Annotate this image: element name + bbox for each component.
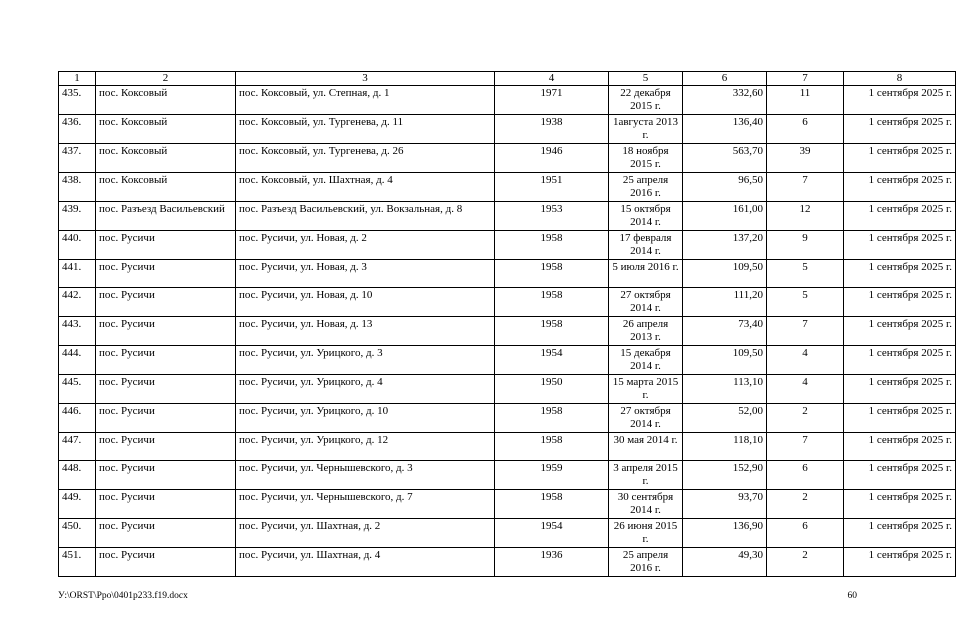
- cell-settlement: пос. Русичи: [96, 461, 236, 490]
- cell-survey-date: 25 апреля 2016 г.: [609, 548, 683, 577]
- cell-area: 49,30: [683, 548, 767, 577]
- cell-year: 1958: [495, 490, 609, 519]
- cell-address: пос. Русичи, ул. Новая, д. 2: [236, 231, 495, 260]
- cell-deadline: 1 сентября 2025 г.: [844, 86, 956, 115]
- table-row: [59, 461, 956, 490]
- cell-row-number: 449.: [59, 490, 96, 519]
- cell-count: 39: [767, 144, 844, 173]
- cell-area: 118,10: [683, 433, 767, 461]
- table-row: [59, 144, 956, 173]
- cell-count: 7: [767, 433, 844, 461]
- header-cell-8: 8: [844, 72, 956, 86]
- cell-row-number: 438.: [59, 173, 96, 202]
- cell-area: 109,50: [683, 346, 767, 375]
- cell-row-number: 442.: [59, 288, 96, 317]
- header-cell-5: 5: [609, 72, 683, 86]
- header-cell-3: 3: [236, 72, 495, 86]
- cell-settlement: пос. Разъезд Васильевский: [96, 202, 236, 231]
- cell-address: пос. Русичи, ул. Шахтная, д. 4: [236, 548, 495, 577]
- header-cell-6: 6: [683, 72, 767, 86]
- table-row: [59, 490, 956, 519]
- cell-year: 1950: [495, 375, 609, 404]
- cell-address: пос. Русичи, ул. Новая, д. 3: [236, 260, 495, 288]
- table-row: [59, 375, 956, 404]
- cell-address: пос. Русичи, ул. Урицкого, д. 4: [236, 375, 495, 404]
- data-table: [58, 71, 956, 577]
- table-row: [59, 231, 956, 260]
- table-row: [59, 548, 956, 577]
- cell-count: 6: [767, 115, 844, 144]
- cell-year: 1936: [495, 548, 609, 577]
- cell-row-number: 450.: [59, 519, 96, 548]
- cell-year: 1958: [495, 317, 609, 346]
- cell-settlement: пос. Русичи: [96, 404, 236, 433]
- table-row: [59, 404, 956, 433]
- cell-year: 1958: [495, 231, 609, 260]
- cell-area: 332,60: [683, 86, 767, 115]
- cell-count: 5: [767, 288, 844, 317]
- cell-year: 1958: [495, 433, 609, 461]
- cell-address: пос. Русичи, ул. Новая, д. 13: [236, 317, 495, 346]
- cell-row-number: 448.: [59, 461, 96, 490]
- cell-deadline: 1 сентября 2025 г.: [844, 519, 956, 548]
- cell-area: 136,40: [683, 115, 767, 144]
- cell-area: 96,50: [683, 173, 767, 202]
- cell-count: 2: [767, 404, 844, 433]
- cell-area: 161,00: [683, 202, 767, 231]
- table-row: [59, 202, 956, 231]
- cell-count: 2: [767, 490, 844, 519]
- table-row: [59, 260, 956, 288]
- cell-row-number: 441.: [59, 260, 96, 288]
- cell-survey-date: 3 апреля 2015 г.: [609, 461, 683, 490]
- cell-row-number: 446.: [59, 404, 96, 433]
- cell-address: пос. Русичи, ул. Новая, д. 10: [236, 288, 495, 317]
- cell-deadline: 1 сентября 2025 г.: [844, 461, 956, 490]
- cell-address: пос. Русичи, ул. Урицкого, д. 3: [236, 346, 495, 375]
- cell-deadline: 1 сентября 2025 г.: [844, 144, 956, 173]
- cell-area: 136,90: [683, 519, 767, 548]
- cell-area: 73,40: [683, 317, 767, 346]
- header-row: [59, 72, 956, 86]
- cell-deadline: 1 сентября 2025 г.: [844, 317, 956, 346]
- header-cell-1: 1: [59, 72, 96, 86]
- cell-settlement: пос. Русичи: [96, 519, 236, 548]
- cell-deadline: 1 сентября 2025 г.: [844, 115, 956, 144]
- cell-row-number: 440.: [59, 231, 96, 260]
- cell-deadline: 1 сентября 2025 г.: [844, 375, 956, 404]
- cell-settlement: пос. Русичи: [96, 231, 236, 260]
- cell-address: пос. Коксовый, ул. Степная, д. 1: [236, 86, 495, 115]
- cell-settlement: пос. Коксовый: [96, 86, 236, 115]
- cell-area: 93,70: [683, 490, 767, 519]
- cell-settlement: пос. Коксовый: [96, 173, 236, 202]
- cell-deadline: 1 сентября 2025 г.: [844, 231, 956, 260]
- cell-count: 6: [767, 461, 844, 490]
- cell-area: 52,00: [683, 404, 767, 433]
- cell-year: 1958: [495, 260, 609, 288]
- cell-settlement: пос. Русичи: [96, 548, 236, 577]
- cell-survey-date: 30 мая 2014 г.: [609, 433, 683, 461]
- table-row: [59, 346, 956, 375]
- cell-year: 1959: [495, 461, 609, 490]
- cell-year: 1946: [495, 144, 609, 173]
- cell-survey-date: 1августа 2013 г.: [609, 115, 683, 144]
- cell-survey-date: 5 июля 2016 г.: [609, 260, 683, 288]
- cell-settlement: пос. Русичи: [96, 260, 236, 288]
- table-row: [59, 519, 956, 548]
- cell-survey-date: 22 декабря 2015 г.: [609, 86, 683, 115]
- table-row: [59, 317, 956, 346]
- table-row: [59, 433, 956, 461]
- cell-survey-date: 18 ноября 2015 г.: [609, 144, 683, 173]
- cell-survey-date: 27 октября 2014 г.: [609, 288, 683, 317]
- cell-address: пос. Русичи, ул. Шахтная, д. 2: [236, 519, 495, 548]
- footer-page-number: 60: [847, 591, 857, 601]
- header-cell-4: 4: [495, 72, 609, 86]
- cell-row-number: 437.: [59, 144, 96, 173]
- cell-count: 6: [767, 519, 844, 548]
- cell-deadline: 1 сентября 2025 г.: [844, 490, 956, 519]
- cell-year: 1953: [495, 202, 609, 231]
- cell-address: пос. Коксовый, ул. Шахтная, д. 4: [236, 173, 495, 202]
- cell-count: 2: [767, 548, 844, 577]
- cell-area: 109,50: [683, 260, 767, 288]
- cell-year: 1958: [495, 288, 609, 317]
- cell-year: 1971: [495, 86, 609, 115]
- cell-survey-date: 26 июня 2015 г.: [609, 519, 683, 548]
- cell-deadline: 1 сентября 2025 г.: [844, 404, 956, 433]
- cell-area: 137,20: [683, 231, 767, 260]
- cell-count: 5: [767, 260, 844, 288]
- cell-survey-date: 26 апреля 2013 г.: [609, 317, 683, 346]
- cell-settlement: пос. Русичи: [96, 346, 236, 375]
- cell-address: пос. Разъезд Васильевский, ул. Вокзальная, д. 8: [236, 202, 495, 231]
- cell-count: 4: [767, 375, 844, 404]
- cell-address: пос. Коксовый, ул. Тургенева, д. 11: [236, 115, 495, 144]
- cell-survey-date: 25 апреля 2016 г.: [609, 173, 683, 202]
- cell-settlement: пос. Русичи: [96, 288, 236, 317]
- cell-year: 1951: [495, 173, 609, 202]
- cell-area: 563,70: [683, 144, 767, 173]
- table-row: [59, 173, 956, 202]
- cell-count: 11: [767, 86, 844, 115]
- header-cell-2: 2: [96, 72, 236, 86]
- cell-settlement: пос. Коксовый: [96, 115, 236, 144]
- cell-settlement: пос. Коксовый: [96, 144, 236, 173]
- cell-settlement: пос. Русичи: [96, 375, 236, 404]
- cell-address: пос. Коксовый, ул. Тургенева, д. 26: [236, 144, 495, 173]
- cell-row-number: 451.: [59, 548, 96, 577]
- cell-survey-date: 17 февраля 2014 г.: [609, 231, 683, 260]
- table-row: [59, 288, 956, 317]
- cell-row-number: 439.: [59, 202, 96, 231]
- cell-survey-date: 15 марта 2015 г.: [609, 375, 683, 404]
- cell-address: пос. Русичи, ул. Урицкого, д. 10: [236, 404, 495, 433]
- cell-row-number: 443.: [59, 317, 96, 346]
- cell-area: 113,10: [683, 375, 767, 404]
- header-cell-7: 7: [767, 72, 844, 86]
- cell-settlement: пос. Русичи: [96, 490, 236, 519]
- cell-address: пос. Русичи, ул. Урицкого, д. 12: [236, 433, 495, 461]
- cell-row-number: 447.: [59, 433, 96, 461]
- cell-year: 1938: [495, 115, 609, 144]
- cell-year: 1954: [495, 346, 609, 375]
- cell-deadline: 1 сентября 2025 г.: [844, 288, 956, 317]
- cell-survey-date: 15 декабря 2014 г.: [609, 346, 683, 375]
- cell-address: пос. Русичи, ул. Чернышевского, д. 7: [236, 490, 495, 519]
- cell-deadline: 1 сентября 2025 г.: [844, 173, 956, 202]
- cell-count: 4: [767, 346, 844, 375]
- cell-count: 7: [767, 173, 844, 202]
- cell-year: 1954: [495, 519, 609, 548]
- cell-deadline: 1 сентября 2025 г.: [844, 433, 956, 461]
- cell-row-number: 435.: [59, 86, 96, 115]
- cell-area: 152,90: [683, 461, 767, 490]
- cell-row-number: 445.: [59, 375, 96, 404]
- cell-survey-date: 15 октября 2014 г.: [609, 202, 683, 231]
- cell-address: пос. Русичи, ул. Чернышевского, д. 3: [236, 461, 495, 490]
- cell-survey-date: 27 октября 2014 г.: [609, 404, 683, 433]
- cell-count: 7: [767, 317, 844, 346]
- cell-survey-date: 30 сентября 2014 г.: [609, 490, 683, 519]
- cell-deadline: 1 сентября 2025 г.: [844, 548, 956, 577]
- cell-count: 9: [767, 231, 844, 260]
- cell-row-number: 444.: [59, 346, 96, 375]
- cell-settlement: пос. Русичи: [96, 433, 236, 461]
- cell-row-number: 436.: [59, 115, 96, 144]
- cell-deadline: 1 сентября 2025 г.: [844, 346, 956, 375]
- footer-file-path: У:\ORST\Ppo\0401p233.f19.docx: [58, 591, 188, 601]
- table-row: [59, 86, 956, 115]
- cell-settlement: пос. Русичи: [96, 317, 236, 346]
- cell-deadline: 1 сентября 2025 г.: [844, 202, 956, 231]
- cell-deadline: 1 сентября 2025 г.: [844, 260, 956, 288]
- cell-area: 111,20: [683, 288, 767, 317]
- cell-year: 1958: [495, 404, 609, 433]
- table-row: [59, 115, 956, 144]
- cell-count: 12: [767, 202, 844, 231]
